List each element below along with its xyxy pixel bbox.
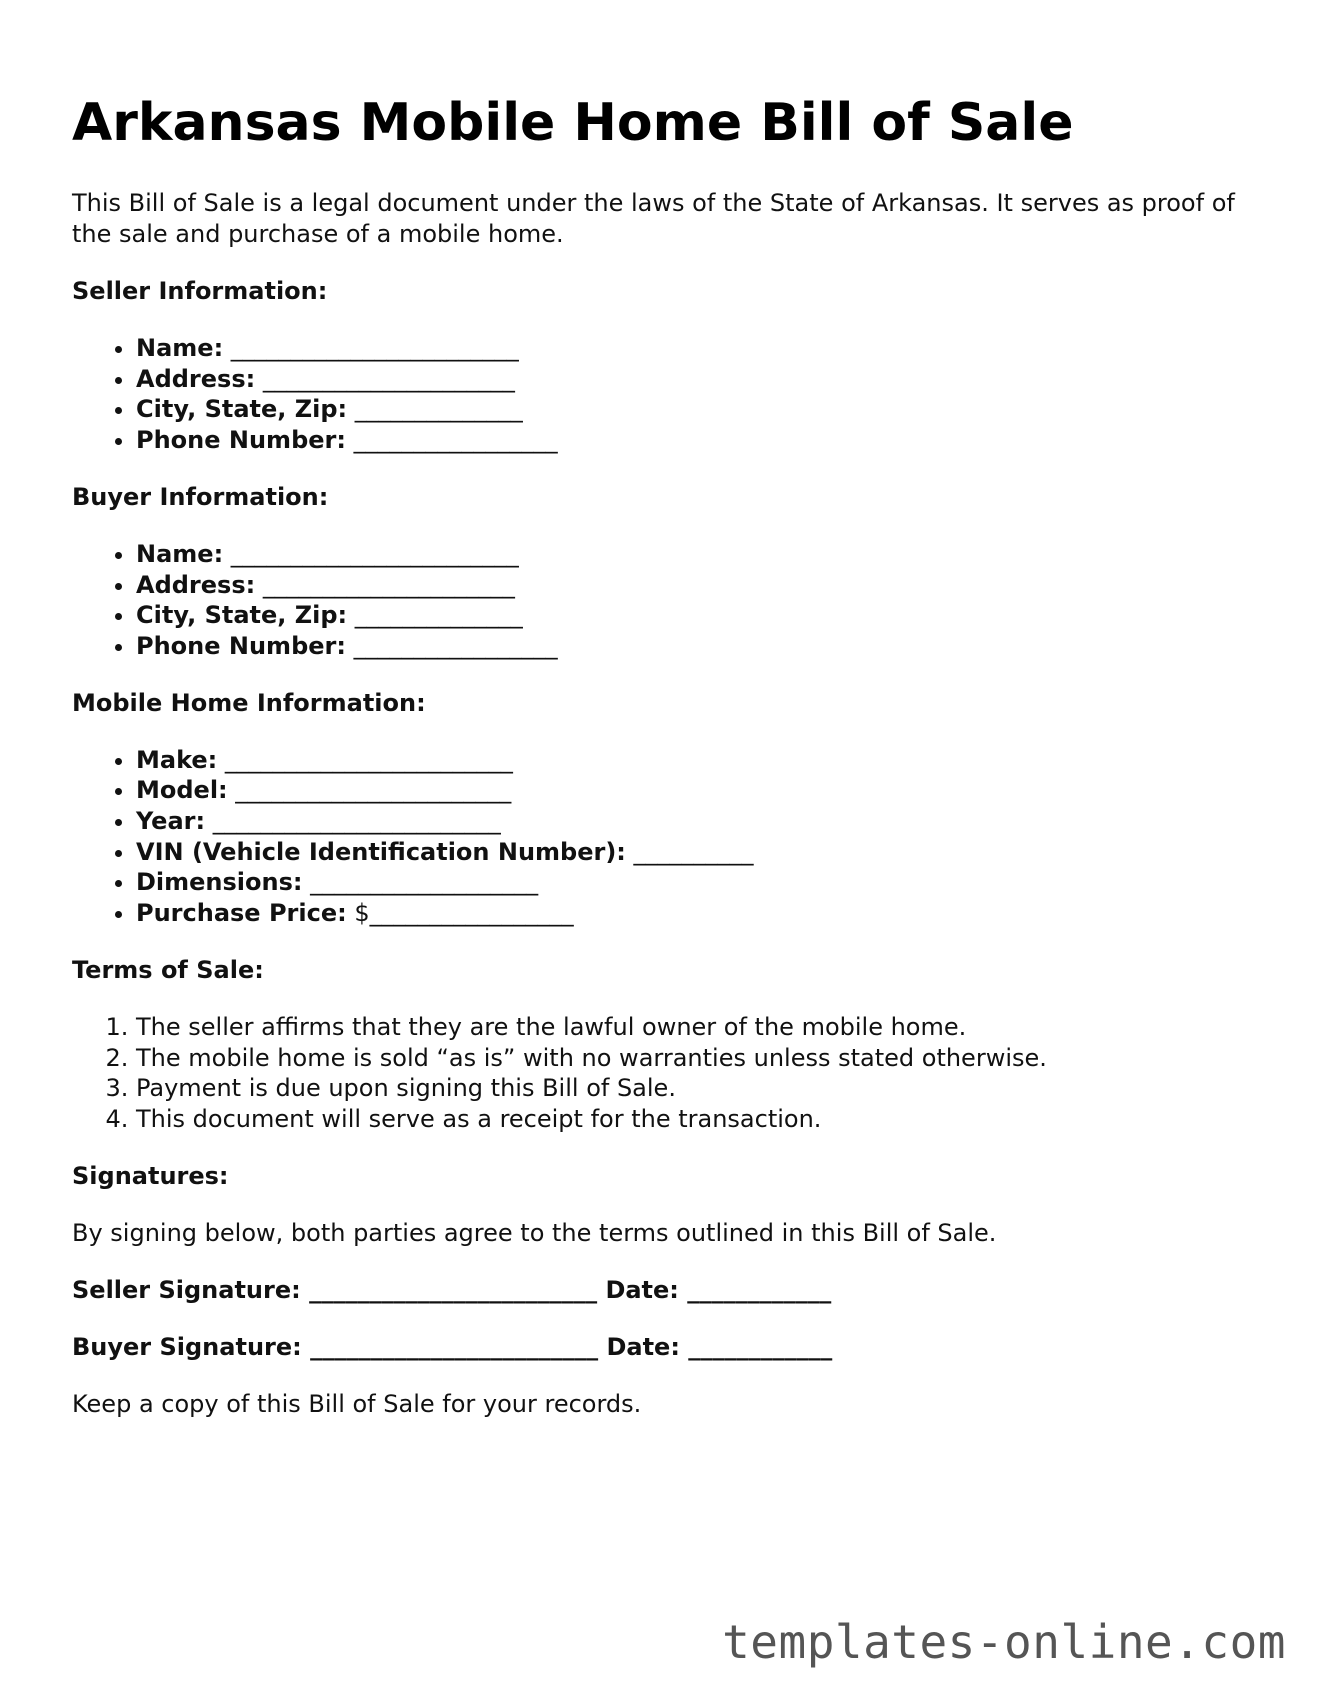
field-label: Address: — [136, 364, 256, 393]
blank-line: ________________________ — [217, 745, 513, 774]
seller-signature-line: Seller Signature: ________________________ Date: ____________ — [72, 1275, 832, 1304]
footer-note: Keep a copy of this Bill of Sale for your records. — [72, 1389, 642, 1418]
buyer-name-field — [136, 539, 1252, 570]
buyer-heading: Buyer Information: — [72, 482, 329, 511]
buyer-field-list — [72, 539, 1252, 662]
field-label: Name: — [136, 334, 224, 362]
blank-line: _________________ — [345, 426, 558, 455]
intro-paragraph: This Bill of Sale is a legal document under the laws of the State of Arkansas. It serves as proof of the sale and purchase of a mobile home. — [72, 189, 1235, 248]
document-title: Arkansas Mobile Home Bill of Sale — [72, 93, 1074, 153]
blank-line: ___________________ — [302, 868, 539, 897]
buyer-phone-field — [136, 631, 1252, 662]
watermark: templates-online.com — [722, 1615, 1286, 1669]
field-label: Model: — [136, 776, 228, 805]
blank-line: _________________ — [345, 631, 558, 660]
seller-city-state-zip-field — [136, 394, 1252, 425]
field-label: Dimensions: — [136, 868, 303, 897]
seller-address-field — [136, 364, 1252, 395]
signatures-statement: By signing below, both parties agree to the terms outlined in this Bill of Sale. — [72, 1218, 997, 1247]
field-label: Purchase Price: — [136, 899, 347, 928]
field-label: Year: — [136, 807, 206, 836]
field-label: VIN (Vehicle Identification Number): — [136, 837, 626, 866]
field-label: Name: — [136, 539, 224, 568]
blank-line: __________ — [625, 837, 754, 866]
terms-list — [72, 1012, 1252, 1135]
blank-line: ________________________ — [223, 334, 519, 362]
purchase-price-field — [136, 898, 1252, 929]
blank-line: _____________________ — [255, 364, 515, 393]
blank-line: _____________________ — [255, 570, 515, 599]
seller-name-field — [136, 333, 1252, 364]
document-page — [72, 88, 1252, 1420]
seller-phone-field — [136, 425, 1252, 456]
vin-field — [136, 837, 1252, 868]
buyer-address-field — [136, 570, 1252, 601]
mobile-home-heading: Mobile Home Information: — [72, 688, 426, 717]
blank-line: _______________________ — [227, 776, 512, 805]
mobile-home-field-list — [72, 745, 1252, 929]
year-field — [136, 806, 1252, 837]
field-label: City, State, Zip: — [136, 601, 348, 630]
buyer-city-state-zip-field — [136, 600, 1252, 631]
field-label: Phone Number: — [136, 426, 346, 455]
terms-item: 1. The seller affirms that they are the lawful owner of the mobile home. — [136, 1012, 1252, 1043]
field-label: Phone Number: — [136, 631, 346, 660]
field-label: City, State, Zip: — [136, 395, 348, 424]
blank-line: ________________________ — [223, 539, 519, 568]
terms-item: 2. The mobile home is sold “as is” with no warranties unless stated otherwise. — [136, 1043, 1252, 1074]
blank-line: ______________ — [347, 601, 523, 630]
blank-line: ______________ — [347, 395, 523, 424]
model-field — [136, 775, 1252, 806]
seller-heading: Seller Information: — [72, 277, 328, 305]
terms-heading: Terms of Sale: — [72, 955, 264, 984]
dimensions-field — [136, 867, 1252, 898]
blank-line: ________________________ — [205, 807, 501, 836]
seller-field-list — [72, 333, 1252, 456]
terms-item: 3. Payment is due upon signing this Bill of Sale. — [136, 1073, 1252, 1104]
blank-line: $_________________ — [346, 899, 574, 928]
make-field — [136, 745, 1252, 776]
field-label: Address: — [136, 570, 256, 599]
signatures-heading: Signatures: — [72, 1161, 229, 1190]
buyer-signature-line: Buyer Signature: ________________________ Date: ____________ — [72, 1332, 833, 1361]
field-label: Make: — [136, 745, 218, 774]
terms-item: 4. This document will serve as a receipt for the transaction. — [136, 1104, 1252, 1135]
